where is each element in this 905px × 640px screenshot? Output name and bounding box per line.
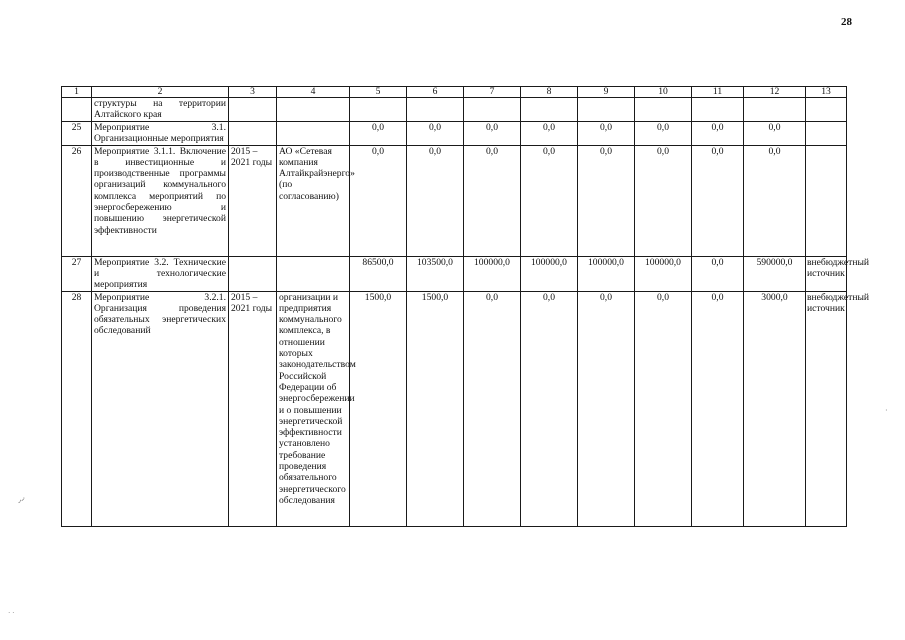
executor (277, 121, 350, 145)
program-activities-table (61, 86, 870, 527)
column-header: 1 (62, 87, 92, 98)
column-header: 9 (578, 87, 635, 98)
column-header: 2 (92, 87, 229, 98)
period (229, 256, 277, 291)
value-cell: 1500,0 (350, 291, 407, 526)
scan-artifact-mark: -·-· (14, 493, 28, 507)
executor (277, 98, 350, 122)
value-cell: 590000,0 (744, 256, 806, 291)
value-cell: 100000,0 (578, 256, 635, 291)
value-cell: 86500,0 (350, 256, 407, 291)
value-cell: 0,0 (350, 145, 407, 256)
value-cell: 0,0 (692, 256, 744, 291)
value-cell: 0,0 (464, 291, 521, 526)
activity-name: Мероприятие 3.1. Организационные мероприятия (92, 121, 229, 145)
table-row (62, 256, 847, 291)
executor (277, 256, 350, 291)
value-cell: 0,0 (578, 291, 635, 526)
funding-source (806, 121, 847, 145)
value-cell (350, 98, 407, 122)
column-header: 13 (806, 87, 847, 98)
value-cell (407, 98, 464, 122)
value-cell: 0,0 (635, 121, 692, 145)
funding-source (806, 145, 847, 256)
period: 2015 – 2021 годы (229, 291, 277, 526)
value-cell: 0,0 (407, 121, 464, 145)
funding-source: внебюджетный источник (806, 291, 847, 526)
value-cell: 1500,0 (407, 291, 464, 526)
column-header: 4 (277, 87, 350, 98)
activity-name: Мероприятие 3.1.1. Включение в инвестиционные и производственные программы организаций коммунального комплекса мероприятий по энергосбережению и повышению энергетической эффективности (92, 145, 229, 256)
column-header: 10 (635, 87, 692, 98)
value-cell (744, 98, 806, 122)
activity-name: Мероприятие 3.2. Технические и технологические мероприятия (92, 256, 229, 291)
value-cell: 0,0 (692, 145, 744, 256)
activity-name: структуры на территории Алтайского края (92, 98, 229, 122)
value-cell: 103500,0 (407, 256, 464, 291)
value-cell (464, 98, 521, 122)
row-number: 28 (62, 291, 92, 526)
column-header: 8 (521, 87, 578, 98)
value-cell: 0,0 (521, 145, 578, 256)
value-cell (635, 98, 692, 122)
value-cell: 0,0 (744, 145, 806, 256)
executor: организации и предприятия коммунального комплекса, в отношении которых законодательством Российской Федерации об энергосбережении и о повышении энергетической эффективности установлено требование проведения обязательного энергетического обследования (277, 291, 350, 526)
scan-artifact-mark: · · (8, 609, 15, 617)
column-header: 7 (464, 87, 521, 98)
value-cell (692, 98, 744, 122)
value-cell: 0,0 (635, 145, 692, 256)
value-cell: 0,0 (464, 121, 521, 145)
row-number: 27 (62, 256, 92, 291)
value-cell: 0,0 (407, 145, 464, 256)
value-cell: 3000,0 (744, 291, 806, 526)
row-number: 25 (62, 121, 92, 145)
activity-name: Мероприятие 3.2.1. Организация проведения обязательных энергетических обследований (92, 291, 229, 526)
value-cell: 100000,0 (464, 256, 521, 291)
period (229, 98, 277, 122)
scan-artifact-mark: · (885, 406, 888, 415)
table-row (62, 121, 847, 145)
period: 2015 – 2021 годы (229, 145, 277, 256)
value-cell: 0,0 (521, 121, 578, 145)
funding-source (806, 98, 847, 122)
value-cell: 100000,0 (521, 256, 578, 291)
value-cell: 100000,0 (635, 256, 692, 291)
value-cell: 0,0 (578, 121, 635, 145)
value-cell: 0,0 (464, 145, 521, 256)
column-header: 5 (350, 87, 407, 98)
period (229, 121, 277, 145)
value-cell: 0,0 (521, 291, 578, 526)
row-number: 26 (62, 145, 92, 256)
table-row (62, 291, 847, 526)
value-cell (521, 98, 578, 122)
value-cell: 0,0 (692, 121, 744, 145)
value-cell: 0,0 (744, 121, 806, 145)
value-cell: 0,0 (692, 291, 744, 526)
value-cell: 0,0 (635, 291, 692, 526)
value-cell: 0,0 (578, 145, 635, 256)
table-row (62, 145, 847, 256)
value-cell (578, 98, 635, 122)
column-header: 11 (692, 87, 744, 98)
executor: АО «Сетевая компания Алтайкрайэнерго» (по согласованию) (277, 145, 350, 256)
column-header: 6 (407, 87, 464, 98)
page-number: 28 (841, 16, 852, 28)
header-row (62, 87, 847, 98)
column-header: 12 (744, 87, 806, 98)
column-header: 3 (229, 87, 277, 98)
row-number (62, 98, 92, 122)
value-cell: 0,0 (350, 121, 407, 145)
funding-source: внебюджетный источник (806, 256, 847, 291)
table-row (62, 98, 847, 122)
